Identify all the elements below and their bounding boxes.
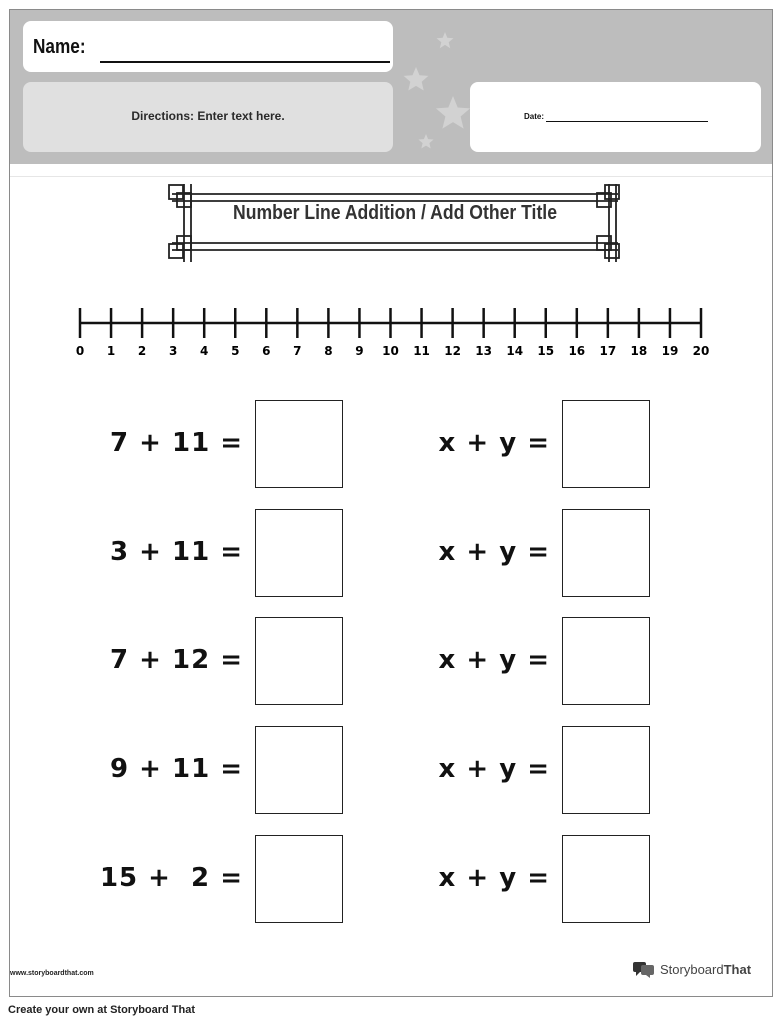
number-line-label: 10: [382, 344, 399, 358]
number-line: [60, 296, 720, 362]
equation-text: x + y =: [438, 754, 550, 784]
right-equation: [290, 617, 650, 707]
number-line-label: 18: [630, 344, 648, 358]
equation-text: x + y =: [438, 537, 550, 567]
directions-text: Directions: Enter text here.: [131, 109, 285, 123]
answer-box[interactable]: [562, 835, 650, 923]
number-line-label: 3: [168, 344, 178, 358]
star-icon: [418, 134, 433, 149]
number-line-label: 4: [200, 344, 209, 358]
star-icon: [436, 96, 470, 129]
answer-box[interactable]: [562, 617, 650, 705]
number-line-label: 20: [692, 344, 710, 358]
storyboardthat-logo: [632, 960, 751, 978]
equation-text: 3 + 11 =: [110, 537, 243, 567]
date-box[interactable]: [470, 82, 761, 152]
number-line-label: 13: [475, 344, 493, 358]
bottom-caption[interactable]: Create your own at Storyboard That: [8, 1004, 196, 1016]
name-box[interactable]: [23, 21, 393, 72]
date-label: Date:: [524, 112, 545, 121]
equation-text: 7 + 11 =: [110, 428, 243, 458]
number-line-label: 7: [293, 344, 302, 358]
answer-box[interactable]: [562, 400, 650, 488]
directions-box[interactable]: [23, 82, 393, 152]
number-line-label: 0: [75, 344, 85, 358]
star-icon: [404, 67, 429, 91]
number-line-label: 1: [106, 344, 116, 358]
number-line-label: 14: [506, 344, 524, 358]
equation-text: x + y =: [438, 863, 550, 893]
stars-decoration: [395, 24, 475, 164]
number-line-label: 19: [661, 344, 679, 358]
equation-text: x + y =: [438, 645, 550, 675]
number-line-label: 5: [231, 344, 240, 358]
equation-text: x + y =: [438, 428, 550, 458]
number-line-label: 17: [599, 344, 617, 358]
date-underline: [546, 121, 708, 122]
footer-url: www.storyboardthat.com: [10, 970, 94, 977]
answer-box[interactable]: [562, 509, 650, 597]
right-equation: [290, 400, 650, 490]
number-line-label: 2: [137, 344, 147, 358]
number-line-label: 12: [444, 344, 461, 358]
number-line-label: 15: [537, 344, 555, 358]
name-label: Name:: [33, 36, 86, 58]
right-equation: [290, 509, 650, 599]
name-underline: [100, 61, 390, 63]
answer-box[interactable]: [562, 726, 650, 814]
equation-text: 7 + 12 =: [110, 645, 243, 675]
star-icon: [437, 32, 454, 48]
equation-text: 9 + 11 =: [110, 754, 243, 784]
number-line-label: 11: [413, 344, 430, 358]
brand-name: StoryboardThat: [660, 961, 752, 977]
right-equation: [290, 726, 650, 816]
worksheet-title[interactable]: Number Line Addition / Add Other Title: [233, 202, 557, 224]
number-line-label: 8: [324, 344, 333, 358]
number-line-label: 9: [355, 344, 364, 358]
number-line-label: 16: [568, 344, 586, 358]
right-equation: [290, 835, 650, 925]
header-band: [10, 10, 772, 164]
equation-text: 15 + 2 =: [99, 863, 243, 893]
number-line-label: 6: [262, 344, 271, 358]
speech-bubbles-icon: [632, 960, 656, 978]
